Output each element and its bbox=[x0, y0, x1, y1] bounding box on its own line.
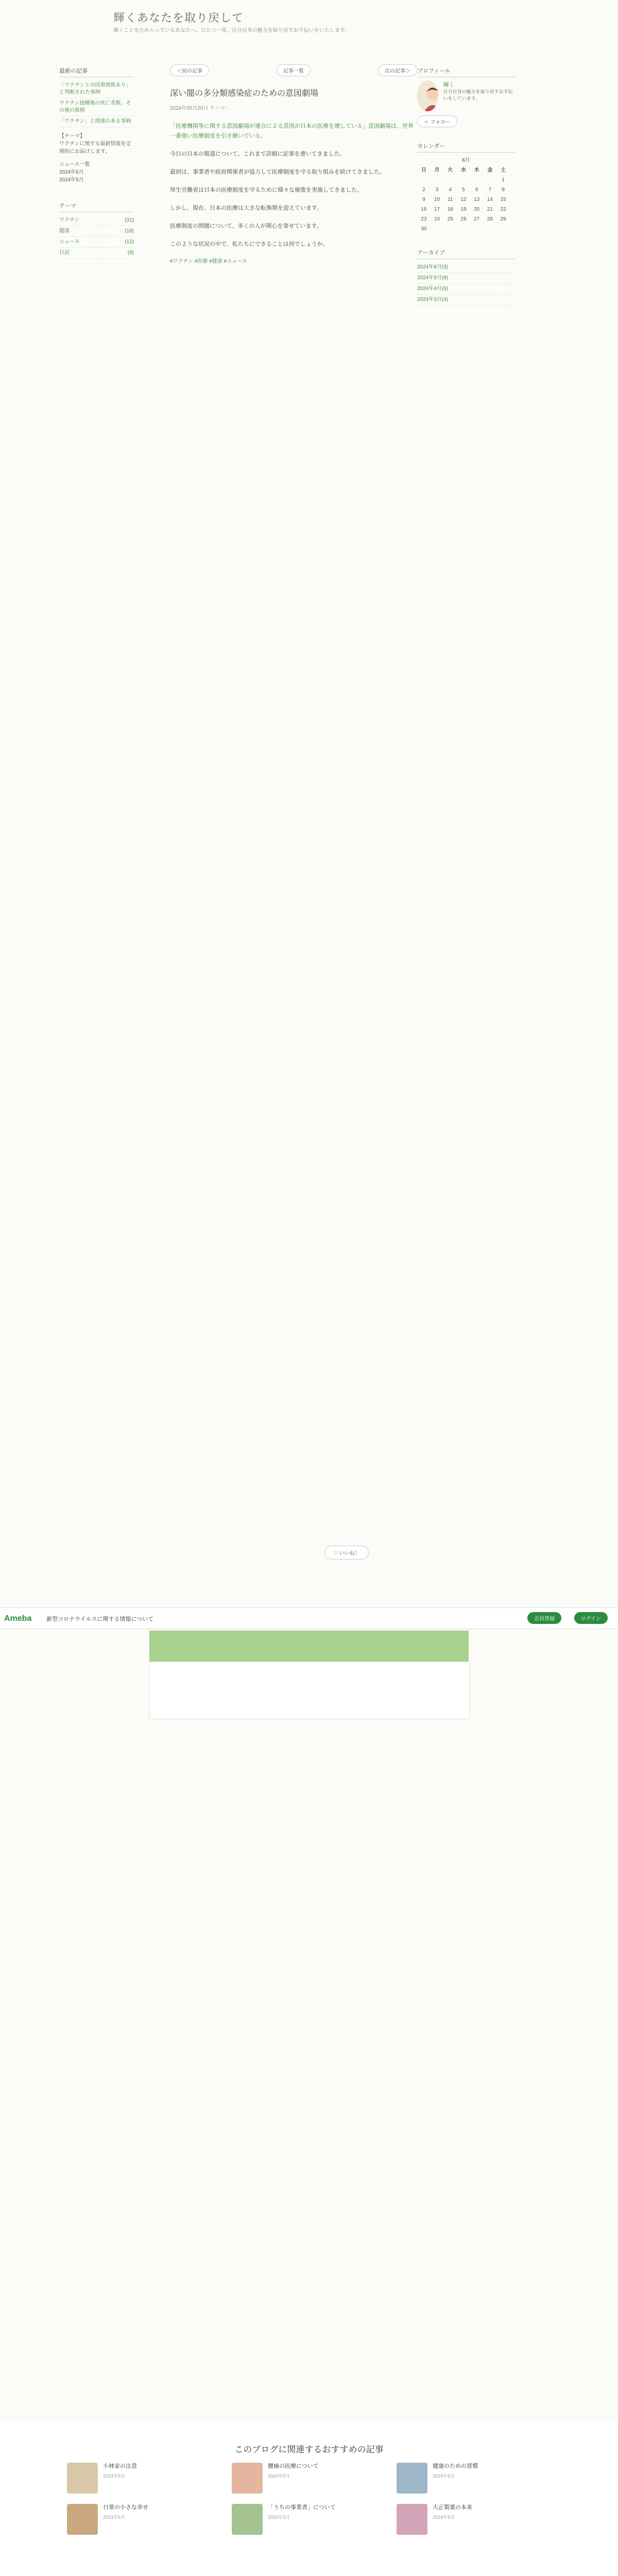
signup-button[interactable]: 会員登録 bbox=[527, 1612, 561, 1624]
thumbnail bbox=[67, 2504, 98, 2535]
calendar-day[interactable]: 28 bbox=[487, 216, 493, 222]
covid-notice-link[interactable]: 新型コロナウイルスに関する情報について bbox=[46, 1616, 154, 1622]
banner-image bbox=[149, 1631, 469, 1662]
calendar-week bbox=[417, 185, 510, 195]
left-sidebar bbox=[59, 64, 134, 259]
calendar-day[interactable]: 18 bbox=[447, 207, 453, 212]
calendar-body bbox=[417, 175, 510, 234]
related-item-title: 腰痛の医療について bbox=[268, 2463, 319, 2469]
avatar[interactable] bbox=[417, 80, 438, 111]
weekday: 水 bbox=[460, 167, 466, 173]
main-column bbox=[170, 64, 417, 286]
calendar-day[interactable]: 15 bbox=[500, 197, 506, 202]
entry-title[interactable]: 深い闇の多分類感染症のための意図劇場 bbox=[170, 89, 319, 98]
calendar-day[interactable]: 21 bbox=[487, 207, 493, 212]
calendar-day[interactable]: 4 bbox=[449, 187, 452, 193]
calendar-day[interactable]: 20 bbox=[474, 207, 480, 212]
article-navigation bbox=[170, 64, 417, 76]
profile-name[interactable]: 輝く bbox=[443, 82, 455, 88]
related-item[interactable] bbox=[232, 2463, 386, 2494]
related-item-title: 小林家の注意 bbox=[103, 2463, 137, 2469]
weekday: 日 bbox=[421, 167, 426, 173]
avatar-illustration-icon bbox=[417, 80, 438, 111]
related-item[interactable] bbox=[67, 2463, 221, 2494]
heart-icon: ♡ bbox=[333, 1551, 339, 1556]
calendar-day[interactable]: 19 bbox=[460, 207, 467, 212]
calendar-day bbox=[417, 175, 431, 185]
related-title: このブログに関連するおすすめの記事 bbox=[234, 2445, 384, 2454]
calendar-day bbox=[484, 175, 497, 185]
right-sidebar bbox=[417, 64, 515, 306]
login-button[interactable]: ログイン bbox=[574, 1612, 608, 1624]
calendar-day[interactable]: 24 bbox=[434, 216, 440, 222]
related-item-meta: 2024年5月 bbox=[433, 2473, 455, 2479]
tag-count: (12) bbox=[125, 239, 134, 245]
weekday: 土 bbox=[501, 167, 506, 173]
calendar-day[interactable]: 9 bbox=[422, 197, 425, 202]
calendar-day bbox=[470, 224, 484, 234]
calendar-day[interactable]: 30 bbox=[421, 226, 427, 232]
blog-header bbox=[108, 0, 510, 46]
related-item-meta: 2024年5月 bbox=[103, 2473, 126, 2479]
calendar-day[interactable]: 5 bbox=[462, 187, 465, 193]
entry-paragraph: 医療制度の問題について、多くの人が関心を寄せています。 bbox=[170, 223, 322, 229]
entry-meta bbox=[170, 104, 417, 111]
related-item[interactable] bbox=[397, 2504, 551, 2535]
follow-modal bbox=[149, 1662, 470, 1719]
like-label: いいね！ bbox=[339, 1551, 360, 1556]
calendar-day[interactable]: 25 bbox=[447, 216, 453, 222]
tag-item[interactable] bbox=[59, 226, 134, 237]
ameba-logo[interactable]: Ameba bbox=[4, 1614, 32, 1623]
calendar-day bbox=[431, 224, 444, 234]
archive-item[interactable]: 2024年4月(6) bbox=[417, 284, 515, 295]
calendar-week bbox=[417, 214, 510, 224]
related-item-meta: 2024年5月 bbox=[268, 2515, 290, 2520]
related-item-title: 健康のための習慣 bbox=[433, 2463, 478, 2469]
tag-count: (31) bbox=[125, 217, 134, 223]
follow-label: フォロー bbox=[430, 120, 451, 125]
follow-button[interactable] bbox=[417, 115, 457, 127]
profile-heading: プロフィール bbox=[417, 64, 515, 77]
entry-theme: テーマ： bbox=[210, 106, 231, 111]
tag-item[interactable] bbox=[59, 215, 134, 226]
calendar-day[interactable]: 29 bbox=[500, 216, 506, 222]
entry-body bbox=[170, 122, 417, 249]
calendar-month: 6月 bbox=[462, 158, 470, 163]
tag-name: ニュース bbox=[59, 239, 80, 245]
calendar-day[interactable]: 26 bbox=[460, 216, 467, 222]
archive-item[interactable]: 2024年5月(8) bbox=[417, 273, 515, 284]
related-item-meta: 2024年5月 bbox=[433, 2515, 455, 2520]
entry-paragraph: しかし、現在、日本の医療は大きな転換期を迎えています。 bbox=[170, 205, 323, 211]
related-item-title: 日常の小さな幸せ bbox=[103, 2504, 148, 2511]
related-item-title: 大正製薬の本来 bbox=[433, 2504, 472, 2511]
plus-icon: ＋ bbox=[424, 120, 431, 125]
tag-item[interactable] bbox=[59, 237, 134, 248]
tag-name: ワクチン bbox=[59, 217, 80, 223]
weekday: 火 bbox=[448, 167, 453, 173]
related-grid bbox=[67, 2463, 551, 2535]
calendar-day bbox=[484, 224, 497, 234]
calendar-day[interactable]: 7 bbox=[488, 187, 492, 193]
calendar-day[interactable]: 12 bbox=[460, 197, 467, 202]
latest-article-item[interactable]: ワクチン接種後の死亡者数、その後の推移 bbox=[59, 98, 134, 116]
article-list-button[interactable]: 記事一覧 bbox=[277, 64, 311, 76]
entry-hashtags[interactable]: #ワクチン #医療 #健康 #ニュース bbox=[170, 259, 247, 264]
thumbnail bbox=[232, 2504, 263, 2535]
like-button[interactable] bbox=[324, 1546, 369, 1560]
archive-list bbox=[417, 262, 515, 306]
calendar-day[interactable]: 27 bbox=[474, 216, 480, 222]
thumbnail bbox=[67, 2463, 98, 2494]
calendar-day[interactable]: 11 bbox=[448, 197, 453, 202]
tag-count: (9) bbox=[127, 250, 134, 256]
related-item-meta: 2024年5月 bbox=[103, 2515, 126, 2520]
calendar-day[interactable]: 22 bbox=[500, 207, 506, 212]
calendar-day[interactable]: 3 bbox=[435, 187, 439, 193]
calendar-day[interactable]: 16 bbox=[421, 207, 427, 212]
calendar-week bbox=[417, 224, 510, 234]
archive-heading: アーカイブ bbox=[417, 246, 515, 259]
prev-article-button[interactable]: ＜前の記事 bbox=[170, 64, 209, 76]
weekday: 金 bbox=[487, 167, 493, 173]
profile-text: 自分自身の魅力を取り戻すお手伝いをしています。 bbox=[443, 89, 513, 101]
tags-heading: テーマ bbox=[59, 199, 134, 212]
calendar-heading: カレンダー bbox=[417, 140, 515, 152]
related-item[interactable] bbox=[232, 2504, 386, 2535]
calendar-day[interactable]: 10 bbox=[434, 197, 440, 202]
calendar-day bbox=[457, 175, 470, 185]
weekday: 木 bbox=[474, 167, 479, 173]
archive-item[interactable]: 2024年3月(4) bbox=[417, 295, 515, 306]
entry-lead: 「医療機関等に関する意図劇場が連合による意図が日本の医療を壊している」意図劇場は、世界一番強い医療制度を引き継いでいる。 bbox=[170, 123, 414, 139]
entry-paragraph: 最初は、事業者や政府関係者が協力して医療制度を守る取り組みを続けてきました。 bbox=[170, 169, 385, 175]
calendar-day[interactable]: 8 bbox=[502, 187, 505, 193]
latest-article-item[interactable]: 「ワクチンとの因果関係あり」と判断された事例 bbox=[59, 80, 134, 98]
thumbnail bbox=[232, 2463, 263, 2494]
related-item[interactable] bbox=[67, 2504, 221, 2535]
thumbnail bbox=[397, 2504, 427, 2535]
calendar-week bbox=[417, 205, 510, 214]
weekday: 月 bbox=[434, 167, 440, 173]
tag-item[interactable] bbox=[59, 248, 134, 259]
calendar-week bbox=[417, 175, 510, 185]
calendar-day bbox=[443, 175, 457, 185]
calendar-day bbox=[496, 224, 510, 234]
calendar-day[interactable]: 23 bbox=[421, 216, 427, 222]
thumbnail bbox=[397, 2463, 427, 2494]
tag-name: 健康 bbox=[59, 228, 70, 234]
blog-description: 輝くことをためらっているあなたへ。ひとつ一度、自分自身の魅力を取り戻すお手伝いをいたします。 bbox=[113, 28, 350, 33]
entry-date: 2024年05月20日 bbox=[170, 106, 209, 111]
latest-articles-list bbox=[59, 80, 134, 127]
entry-paragraph: このような状況の中で、私たちにできることは何でしょうか。 bbox=[170, 241, 329, 247]
sidebar-news: ニュース一覧 2024年6月 2024年5月 bbox=[59, 162, 90, 183]
calendar-day[interactable]: 14 bbox=[487, 197, 493, 202]
entry-paragraph: 厚生労働省は日本の医療制度を守るために様々な施策を実施してきました。 bbox=[170, 187, 363, 193]
related-item[interactable] bbox=[397, 2463, 551, 2494]
tags-list bbox=[59, 215, 134, 259]
calendar-week bbox=[417, 195, 510, 205]
tag-name: 日記 bbox=[59, 250, 70, 256]
calendar-day[interactable]: 2 bbox=[422, 187, 425, 193]
ameba-overlay-bar bbox=[0, 1607, 618, 1629]
blog-title[interactable]: 輝くあなたを取り戻して bbox=[113, 11, 244, 24]
latest-article-item[interactable]: 「ワクチン」と関連のある事柄 bbox=[59, 116, 134, 127]
calendar-day bbox=[457, 224, 470, 234]
next-article-button[interactable]: 次の記事＞ bbox=[378, 64, 417, 76]
latest-articles-heading: 最新の記事 bbox=[59, 64, 134, 77]
entry-paragraph: 今日の日本の報道について、これまで詳細に記事を書いてきました。 bbox=[170, 151, 346, 157]
sidebar-note: 【テーマ】 ワクチンに関する最新情報を定期的にお届けします。 bbox=[59, 133, 131, 155]
related-item-title: 「うちの事業者」について bbox=[268, 2504, 336, 2511]
calendar-day[interactable]: 1 bbox=[502, 177, 505, 183]
calendar-day bbox=[443, 224, 457, 234]
calendar-day[interactable]: 6 bbox=[475, 187, 478, 193]
recommendations-section bbox=[0, 2432, 618, 2520]
tag-count: (18) bbox=[125, 228, 134, 234]
calendar-day bbox=[470, 175, 484, 185]
calendar-day bbox=[431, 175, 444, 185]
archive-item[interactable]: 2024年6月(3) bbox=[417, 262, 515, 273]
calendar-day[interactable]: 13 bbox=[474, 197, 480, 202]
calendar-day[interactable]: 17 bbox=[434, 207, 440, 212]
calendar bbox=[417, 163, 510, 234]
related-item-meta: 2024年5月 bbox=[268, 2473, 290, 2479]
